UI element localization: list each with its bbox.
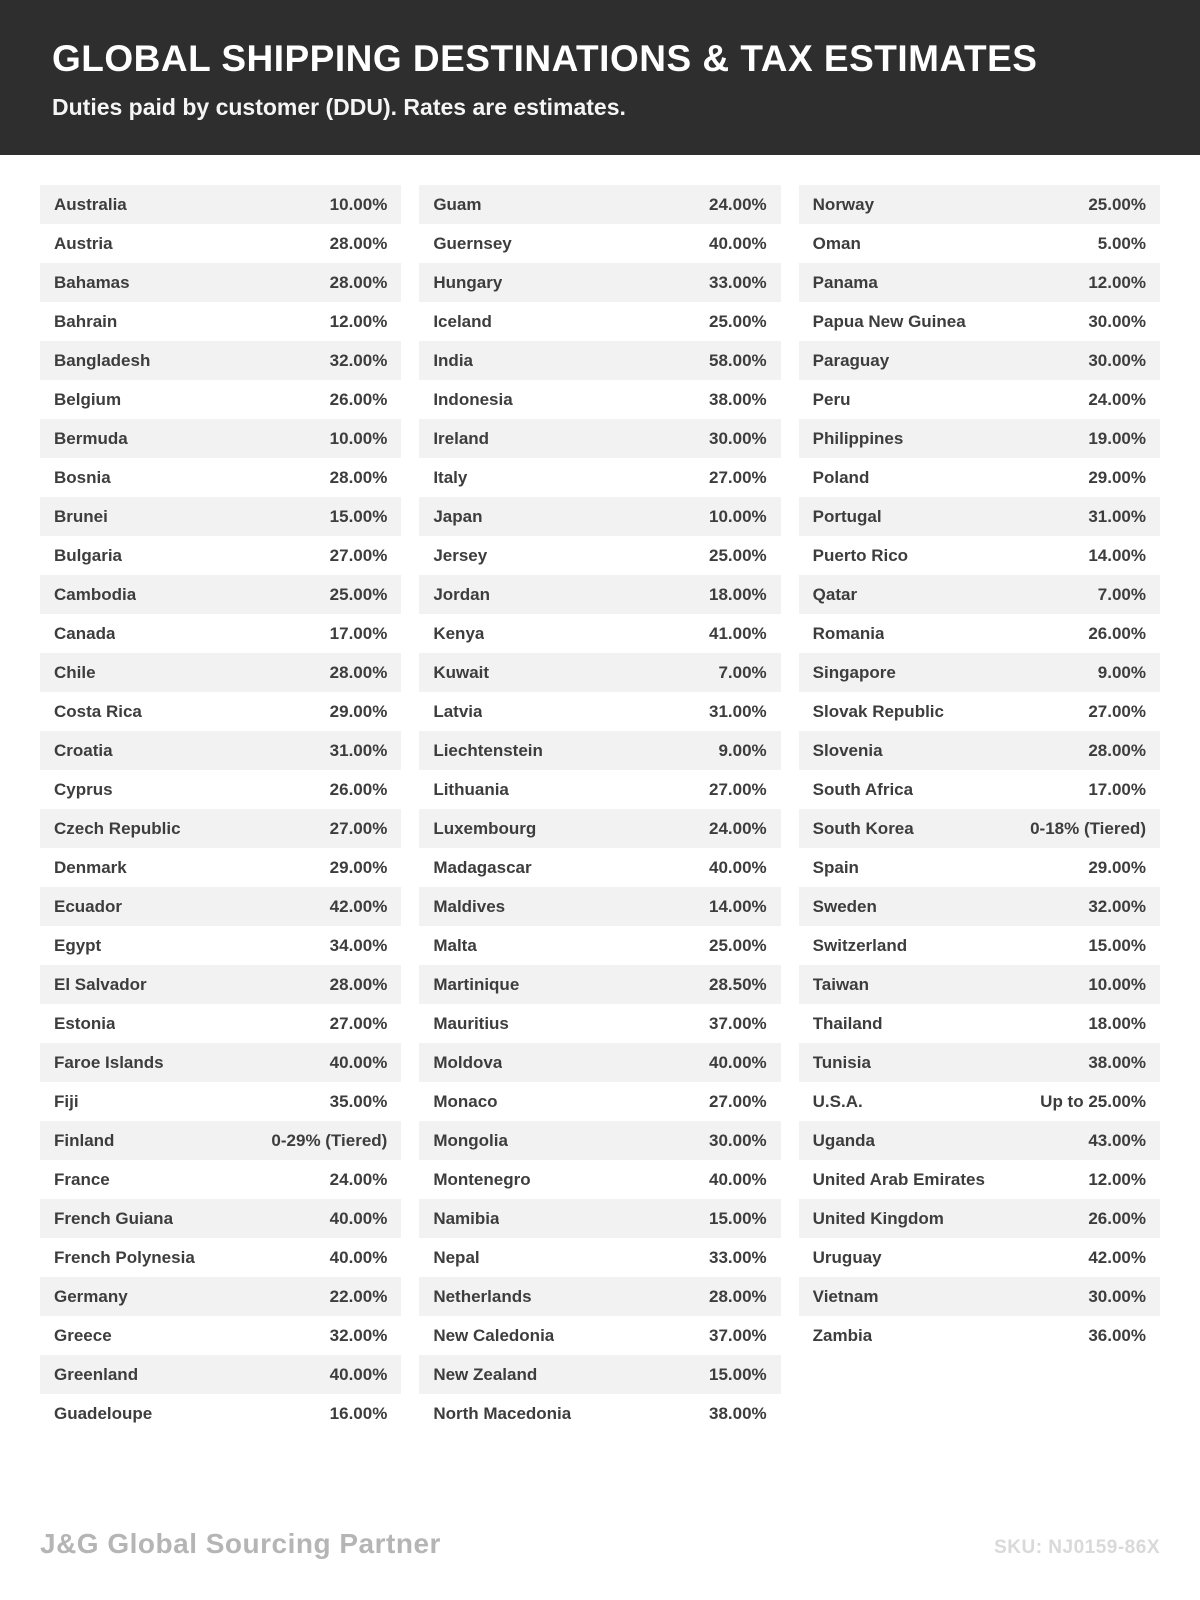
country-name: Tunisia (812, 1052, 871, 1072)
tax-rate: 27.00% (1088, 701, 1146, 721)
country-name: Namibia (433, 1208, 500, 1228)
table-row (40, 458, 401, 497)
country-name: Taiwan (812, 974, 870, 994)
country-name: Zambia (812, 1325, 873, 1345)
country-name: Panama (812, 272, 878, 292)
table-row (40, 1121, 401, 1160)
tax-rate: 26.00% (1088, 1208, 1146, 1228)
country-name: Brunei (54, 506, 108, 526)
tax-rate: 29.00% (329, 701, 388, 721)
tax-rate: 30.00% (1088, 311, 1146, 331)
table-row (40, 1160, 401, 1199)
table-row (419, 1043, 780, 1082)
table-row (419, 1199, 780, 1238)
table-row (40, 614, 401, 653)
country-name: Maldives (433, 896, 506, 916)
table-row (799, 575, 1160, 614)
table-row (419, 458, 780, 497)
country-name: Madagascar (433, 857, 532, 877)
country-name: Netherlands (433, 1286, 532, 1306)
country-name: Martinique (433, 974, 520, 994)
table-row (799, 1316, 1160, 1355)
country-name: Moldova (433, 1052, 503, 1072)
table-row (40, 731, 401, 770)
tax-rate: 15.00% (708, 1364, 767, 1384)
table-row (40, 497, 401, 536)
country-name: Cambodia (54, 584, 137, 604)
table-row (799, 1199, 1160, 1238)
table-row (799, 1082, 1160, 1121)
table-row (40, 926, 401, 965)
tax-rate: 33.00% (708, 1247, 767, 1267)
country-name: United Kingdom (812, 1208, 944, 1228)
tax-rate: 22.00% (329, 1286, 388, 1306)
tax-rate: 25.00% (1088, 194, 1146, 214)
country-name: North Macedonia (433, 1403, 572, 1423)
tax-rate: 29.00% (1088, 857, 1146, 877)
country-name: Italy (433, 467, 468, 487)
table-row (419, 770, 780, 809)
table-row (419, 341, 780, 380)
table-row (40, 1394, 401, 1433)
country-name: Guernsey (433, 233, 512, 253)
tax-rate: 14.00% (708, 896, 767, 916)
tax-rate: 26.00% (1088, 623, 1146, 643)
tax-rate: 5.00% (1097, 233, 1146, 253)
table-row (40, 1355, 401, 1394)
tax-rate: 27.00% (708, 1091, 767, 1111)
country-name: Spain (812, 857, 859, 877)
table-row (419, 965, 780, 1004)
country-name: Egypt (54, 935, 102, 955)
country-name: Germany (54, 1286, 128, 1306)
table-row (799, 497, 1160, 536)
table-row (799, 419, 1160, 458)
tax-rate: 28.00% (329, 272, 388, 292)
table-row (40, 848, 401, 887)
country-name: Iceland (433, 311, 492, 331)
country-name: Ireland (433, 428, 490, 448)
country-name: Qatar (812, 584, 858, 604)
tax-rate: 27.00% (708, 467, 767, 487)
country-name: Monaco (433, 1091, 498, 1111)
tax-rate: 7.00% (1097, 584, 1146, 604)
table-row (40, 1082, 401, 1121)
tax-rate: 18.00% (708, 584, 767, 604)
country-name: Lithuania (433, 779, 509, 799)
tax-rate: 17.00% (329, 623, 388, 643)
table-row (419, 731, 780, 770)
country-name: Romania (812, 623, 885, 643)
table-row (799, 1121, 1160, 1160)
tax-rate: 58.00% (708, 350, 767, 370)
tax-rate: 17.00% (1088, 779, 1146, 799)
tax-rate: 32.00% (1088, 896, 1146, 916)
country-name: Croatia (54, 740, 113, 760)
country-name: Ecuador (54, 896, 123, 916)
rate-column (40, 185, 401, 1433)
tax-rate: 12.00% (1088, 1169, 1146, 1189)
tax-rate: 40.00% (708, 857, 767, 877)
table-row (419, 1160, 780, 1199)
table-row (419, 1277, 780, 1316)
country-name: Bulgaria (54, 545, 123, 565)
tax-rate: 12.00% (329, 311, 388, 331)
rates-table (0, 155, 1200, 1433)
tax-rate: 30.00% (708, 1130, 767, 1150)
country-name: India (433, 350, 473, 370)
country-name: Guadeloupe (54, 1403, 153, 1423)
country-name: Paraguay (812, 350, 890, 370)
country-name: Greenland (54, 1364, 139, 1384)
country-name: United Arab Emirates (812, 1169, 985, 1189)
table-row (419, 653, 780, 692)
tax-rate: 37.00% (708, 1013, 767, 1033)
country-name: Jordan (433, 584, 491, 604)
tax-rate: 25.00% (329, 584, 388, 604)
table-row (799, 965, 1160, 1004)
table-row (419, 575, 780, 614)
rate-column (799, 185, 1160, 1433)
tax-rate: 12.00% (1088, 272, 1146, 292)
table-row (799, 536, 1160, 575)
country-name: Papua New Guinea (812, 311, 966, 331)
tax-rate: 28.50% (708, 974, 767, 994)
tax-rate: 9.00% (718, 740, 767, 760)
table-row (799, 614, 1160, 653)
page-subtitle: Duties paid by customer (DDU). Rates are estimates. (52, 94, 626, 120)
country-name: French Guiana (54, 1208, 174, 1228)
country-name: Philippines (812, 428, 904, 448)
table-row (799, 731, 1160, 770)
country-name: Chile (54, 662, 96, 682)
table-row (40, 965, 401, 1004)
table-row (419, 926, 780, 965)
tax-rate: 36.00% (1088, 1325, 1146, 1345)
table-row (419, 536, 780, 575)
table-row (799, 1004, 1160, 1043)
tax-rate: 30.00% (1088, 350, 1146, 370)
country-name: Austria (54, 233, 113, 253)
country-name: Jersey (433, 545, 488, 565)
country-name: Poland (812, 467, 870, 487)
tax-rate: 40.00% (708, 1052, 767, 1072)
tax-rate: 9.00% (1097, 662, 1146, 682)
tax-rate: 7.00% (718, 662, 767, 682)
tax-rate: Up to 25.00% (1040, 1091, 1146, 1111)
country-name: Sweden (812, 896, 877, 916)
country-name: Bahrain (54, 311, 118, 331)
table-row (799, 887, 1160, 926)
table-row (419, 380, 780, 419)
tax-rate: 26.00% (329, 389, 388, 409)
table-row (419, 1355, 780, 1394)
country-name: New Caledonia (433, 1325, 555, 1345)
tax-rate: 40.00% (329, 1208, 388, 1228)
rates-grid (40, 185, 1160, 1433)
tax-rate: 28.00% (708, 1286, 767, 1306)
country-name: Kuwait (433, 662, 490, 682)
country-name: Fiji (54, 1091, 79, 1111)
tax-rate: 28.00% (329, 974, 388, 994)
country-name: Hungary (433, 272, 503, 292)
tax-rate: 29.00% (329, 857, 388, 877)
table-row (799, 341, 1160, 380)
table-row (799, 263, 1160, 302)
tax-rate: 29.00% (1088, 467, 1146, 487)
country-name: Puerto Rico (812, 545, 909, 565)
country-name: Japan (433, 506, 483, 526)
country-name: Cyprus (54, 779, 113, 799)
table-row (419, 1394, 780, 1433)
table-row (40, 302, 401, 341)
tax-rate: 19.00% (1088, 428, 1146, 448)
country-name: Slovenia (812, 740, 883, 760)
tax-rate: 28.00% (329, 662, 388, 682)
table-row (40, 263, 401, 302)
table-row (419, 497, 780, 536)
tax-rate: 38.00% (708, 1403, 767, 1423)
page-header (0, 0, 1200, 155)
table-row (40, 653, 401, 692)
table-row (799, 809, 1160, 848)
tax-rate: 10.00% (708, 506, 767, 526)
tax-rate: 15.00% (708, 1208, 767, 1228)
tax-rate: 25.00% (708, 311, 767, 331)
tax-rate: 25.00% (708, 545, 767, 565)
country-name: U.S.A. (812, 1091, 863, 1111)
table-row (419, 887, 780, 926)
tax-rate: 24.00% (708, 818, 767, 838)
tax-rate: 32.00% (329, 1325, 388, 1345)
tax-rate: 26.00% (329, 779, 388, 799)
tax-rate: 43.00% (1088, 1130, 1146, 1150)
tax-rate: 27.00% (329, 545, 388, 565)
tax-rate: 27.00% (329, 1013, 388, 1033)
tax-rate: 24.00% (708, 194, 767, 214)
country-name: Canada (54, 623, 116, 643)
table-row (419, 1316, 780, 1355)
country-name: El Salvador (54, 974, 147, 994)
table-row (419, 1238, 780, 1277)
country-name: Latvia (433, 701, 483, 721)
table-row (799, 1160, 1160, 1199)
table-row (40, 1316, 401, 1355)
tax-rate: 42.00% (329, 896, 388, 916)
table-row (419, 692, 780, 731)
tax-rate: 14.00% (1088, 545, 1146, 565)
country-name: Indonesia (433, 389, 513, 409)
table-row (419, 263, 780, 302)
table-row (419, 419, 780, 458)
table-row (40, 809, 401, 848)
tax-rate: 40.00% (329, 1247, 388, 1267)
tax-rate: 0-18% (Tiered) (1030, 818, 1146, 838)
country-name: South Africa (812, 779, 914, 799)
table-row (799, 653, 1160, 692)
tax-rate: 31.00% (1088, 506, 1146, 526)
table-row (40, 887, 401, 926)
table-row (799, 1238, 1160, 1277)
tax-rate: 10.00% (329, 194, 388, 214)
table-row (799, 926, 1160, 965)
table-row (40, 1043, 401, 1082)
table-row (799, 302, 1160, 341)
tax-rate: 10.00% (329, 428, 388, 448)
tax-rate: 32.00% (329, 350, 388, 370)
tax-rate: 34.00% (329, 935, 388, 955)
table-row (799, 770, 1160, 809)
tax-rate: 10.00% (1088, 974, 1146, 994)
sku-label: SKU: NJ0159-86X (994, 1537, 1160, 1558)
table-row (799, 380, 1160, 419)
country-name: Czech Republic (54, 818, 181, 838)
country-name: Thailand (812, 1013, 883, 1033)
tax-rate: 28.00% (329, 233, 388, 253)
country-name: Nepal (433, 1247, 480, 1267)
table-row (799, 1277, 1160, 1316)
tax-rate: 33.00% (708, 272, 767, 292)
table-row (40, 536, 401, 575)
country-name: Greece (54, 1325, 112, 1345)
country-name: Finland (54, 1130, 115, 1150)
table-row (419, 809, 780, 848)
table-row (799, 1043, 1160, 1082)
page-title: GLOBAL SHIPPING DESTINATIONS & TAX ESTIMATES (52, 38, 1038, 79)
country-name: Oman (812, 233, 861, 253)
country-name: Uruguay (812, 1247, 882, 1267)
table-row (799, 458, 1160, 497)
table-row (799, 692, 1160, 731)
table-row (799, 848, 1160, 887)
country-name: Mongolia (433, 1130, 508, 1150)
country-name: Mauritius (433, 1013, 509, 1033)
tax-rate: 28.00% (1088, 740, 1146, 760)
tax-rate: 30.00% (1088, 1286, 1146, 1306)
tax-rate: 40.00% (329, 1364, 388, 1384)
country-name: French Polynesia (54, 1247, 195, 1267)
table-row (40, 341, 401, 380)
table-row (40, 692, 401, 731)
tax-rate: 18.00% (1088, 1013, 1146, 1033)
table-row (419, 224, 780, 263)
country-name: Vietnam (812, 1286, 879, 1306)
table-row (40, 1277, 401, 1316)
tax-rate: 28.00% (329, 467, 388, 487)
country-name: Luxembourg (433, 818, 537, 838)
tax-rate: 38.00% (1088, 1052, 1146, 1072)
tax-rate: 35.00% (329, 1091, 388, 1111)
country-name: Malta (433, 935, 477, 955)
tax-rate: 31.00% (329, 740, 388, 760)
tax-rate: 40.00% (329, 1052, 388, 1072)
country-name: Singapore (812, 662, 896, 682)
country-name: Switzerland (812, 935, 908, 955)
country-name: Bahamas (54, 272, 130, 292)
table-row (419, 848, 780, 887)
page-footer (0, 1528, 1200, 1560)
table-row (40, 1199, 401, 1238)
tax-rate: 25.00% (708, 935, 767, 955)
country-name: Guam (433, 194, 482, 214)
table-row (40, 380, 401, 419)
rate-column (419, 185, 780, 1433)
tax-rate: 41.00% (708, 623, 767, 643)
country-name: Peru (812, 389, 851, 409)
table-row (419, 1004, 780, 1043)
table-row (419, 302, 780, 341)
tax-rate: 37.00% (708, 1325, 767, 1345)
country-name: Estonia (54, 1013, 116, 1033)
country-name: Bangladesh (54, 350, 151, 370)
table-row (419, 185, 780, 224)
tax-rate: 40.00% (708, 233, 767, 253)
tax-rate: 31.00% (708, 701, 767, 721)
table-row (419, 614, 780, 653)
country-name: Australia (54, 194, 127, 214)
table-row (419, 1121, 780, 1160)
tax-rate: 15.00% (329, 506, 388, 526)
tax-rate: 24.00% (329, 1169, 388, 1189)
tax-rate: 27.00% (708, 779, 767, 799)
tax-rate: 42.00% (1088, 1247, 1146, 1267)
country-name: France (54, 1169, 110, 1189)
country-name: Norway (812, 194, 875, 214)
country-name: Portugal (812, 506, 882, 526)
country-name: Bermuda (54, 428, 128, 448)
table-row (40, 575, 401, 614)
country-name: Uganda (812, 1130, 875, 1150)
country-name: Bosnia (54, 467, 111, 487)
country-name: Kenya (433, 623, 485, 643)
country-name: Slovak Republic (812, 701, 944, 721)
tax-rate: 24.00% (1088, 389, 1146, 409)
table-row (799, 185, 1160, 224)
tax-rate: 40.00% (708, 1169, 767, 1189)
table-row (40, 224, 401, 263)
country-name: Faroe Islands (54, 1052, 164, 1072)
tax-rate: 38.00% (708, 389, 767, 409)
table-row (40, 419, 401, 458)
table-row (799, 224, 1160, 263)
table-row (40, 770, 401, 809)
table-row (419, 1082, 780, 1121)
country-name: New Zealand (433, 1364, 538, 1384)
tax-rate: 15.00% (1088, 935, 1146, 955)
brand-name: J&G Global Sourcing Partner (40, 1528, 441, 1559)
country-name: Montenegro (433, 1169, 531, 1189)
tax-rate: 16.00% (329, 1403, 388, 1423)
table-row (40, 1004, 401, 1043)
table-row (40, 185, 401, 224)
country-name: Belgium (54, 389, 122, 409)
tax-rate: 30.00% (708, 428, 767, 448)
country-name: South Korea (812, 818, 914, 838)
country-name: Liechtenstein (433, 740, 543, 760)
tax-rate: 27.00% (329, 818, 388, 838)
country-name: Costa Rica (54, 701, 142, 721)
table-row (40, 1238, 401, 1277)
country-name: Denmark (54, 857, 127, 877)
tax-rate: 0-29% (Tiered) (271, 1130, 388, 1150)
